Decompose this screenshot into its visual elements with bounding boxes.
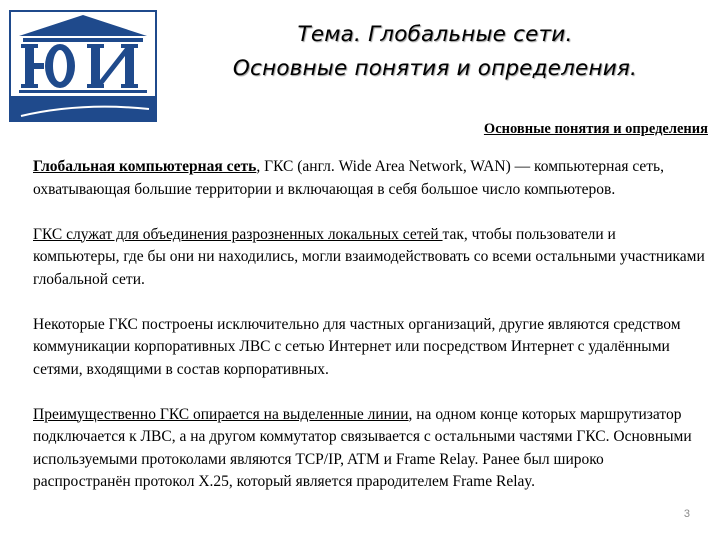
paragraph-purpose-text: так, чтобы пользователи и компьютеры, где бы они ни находились, могли взаимодействовать со всеми остальными участниками глобальной сети.	[33, 225, 705, 288]
slide-title	[190, 18, 680, 86]
slide-content	[33, 156, 705, 494]
paragraph-private-networks: Некоторые ГКС построены исключительно для частных организаций, другие являются средством коммуникации корпоративных ЛВС с сетью Интернет или посредством Интернет с удалёнными сетями, входящими в состав корпоративных.	[33, 315, 681, 378]
page-number: 3	[683, 508, 690, 520]
miit-logo-image	[11, 12, 155, 120]
miit-logo	[9, 10, 157, 122]
paragraph-definition-text: , ГКС (англ. Wide Area Network, WAN) — компьютерная сеть, охватывающая большие территории и включающая в себя большое число компьютеров.	[33, 158, 664, 198]
paragraph-leased-lines	[33, 404, 705, 494]
paragraph-leased-lines-text: , на одном конце которых маршрутизатор подключается к ЛВС, а на другом коммутатор связывается с остальными частями ГКС. Основными используемыми протоколами являются TCP/IP, ATM и Frame Relay. Ранее был широко распространён протокол X.25, который является прародителем Frame Relay.	[33, 405, 692, 490]
paragraph-purpose-underlined: ГКС служат для объединения разрозненных локальных сетей	[33, 225, 443, 243]
paragraph-purpose	[33, 224, 705, 292]
slide-title-line-2: Основные понятия и определения.	[232, 56, 638, 81]
paragraph-leased-lines-underlined: Преимущественно ГКС опирается на выделенные линии	[33, 405, 409, 423]
term-wan: Глобальная компьютерная сеть	[33, 158, 257, 175]
paragraph-definition	[33, 156, 705, 201]
section-heading: Основные понятия и определения	[483, 121, 708, 137]
slide-title-line-1: Тема. Глобальные сети.	[297, 22, 573, 47]
